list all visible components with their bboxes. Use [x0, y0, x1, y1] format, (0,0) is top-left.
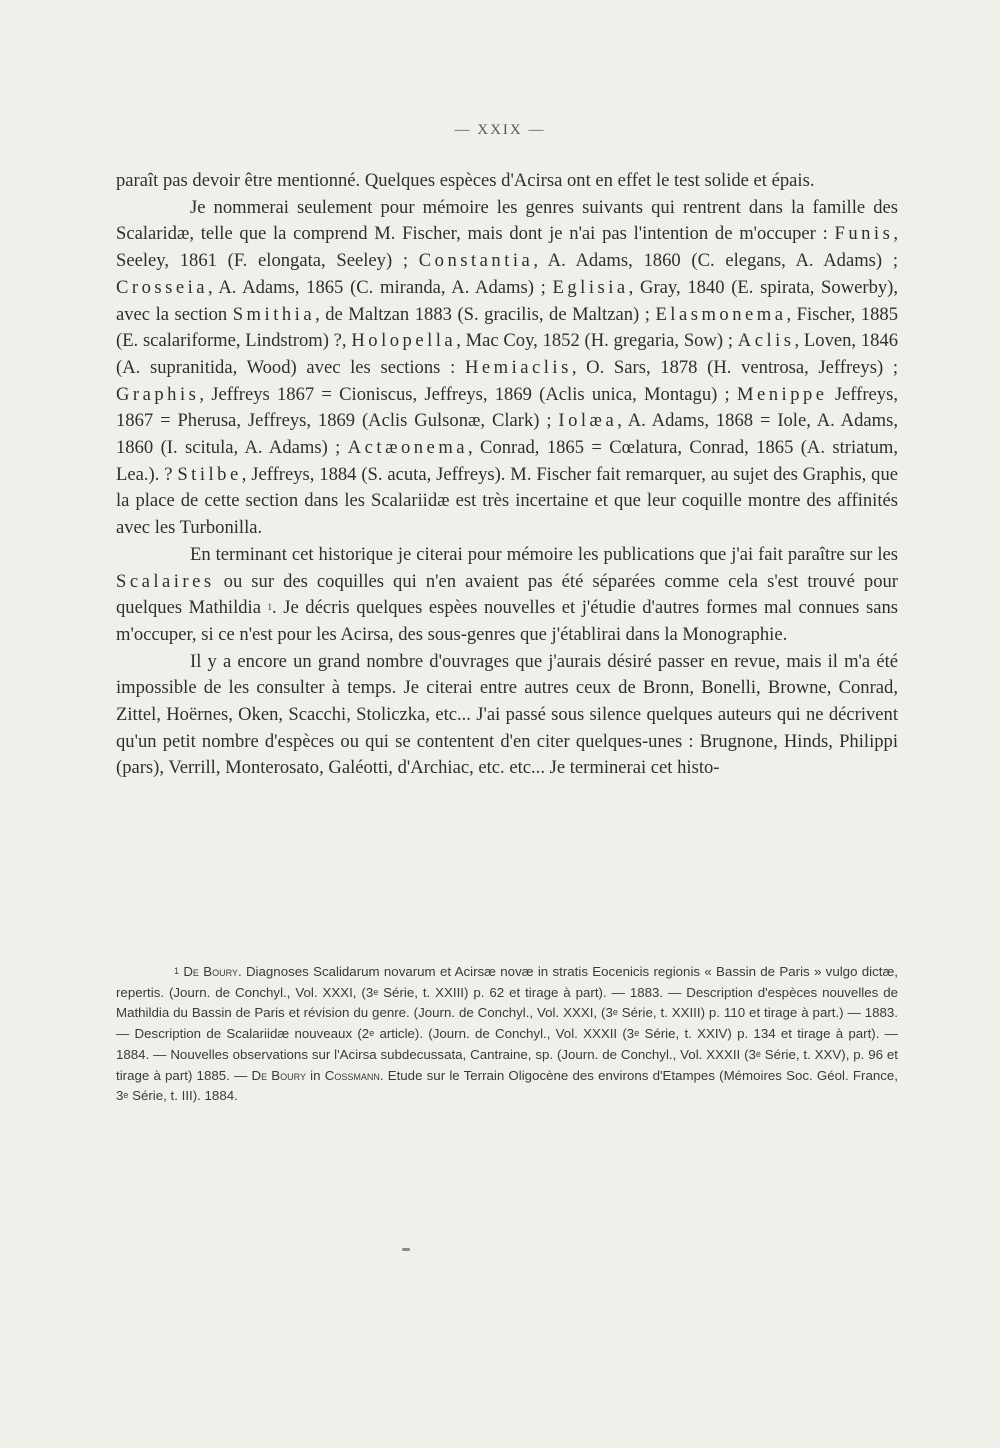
- genus-name: Crosseia: [116, 276, 209, 298]
- genus-description: , de Maltzan 1883 (S. gracilis, de Maltzan) ;: [315, 303, 650, 325]
- genus-name: Stilbe: [177, 463, 242, 485]
- genus-description: , Loven, 1846 (A. supranitida, Wood) avec les sections :: [116, 330, 899, 378]
- footnote-superscript: e: [612, 1007, 618, 1018]
- genus-description: , Conrad, 1865 = Cœlatura, Conrad, 1865 (A. striatum, Lea.). ?: [116, 437, 898, 485]
- footnote-superscript: e: [123, 1090, 129, 1101]
- genus-description: , Jeffreys 1867 = Cioniscus, Jeffreys, 1869 (Aclis unica, Montagu) ;: [199, 383, 730, 405]
- genus-name: Holopella: [351, 330, 457, 352]
- ink-speck: [402, 1248, 410, 1251]
- footnote-text: . Diagnoses Scalidarum novarum et Acirsæ novæ in stratis Eocenicis regionis « Bassin de Paris » vulgo dictæ, repertis. (Journ. de Conchyl., Vol. XXXI, (3: [116, 964, 898, 1000]
- genus-name: Eglisia: [552, 276, 629, 298]
- footnote-text: Série, t. XXV), p. 96 et tirage à part) 1885. —: [116, 1046, 898, 1083]
- genus-name: Constantia: [418, 250, 534, 272]
- footnote-text: . Etude sur le Terrain Oligocène des environs d'Etampes (Mémoires Soc. Géol. France, 3: [116, 1067, 898, 1104]
- genus-description: , Seeley, 1861 (F. elongata, Seeley) ;: [116, 223, 898, 272]
- paragraph-3-part-3: . Je décris quelques espèes nouvelles et j'étudie d'autres formes mal connues sans m'occuper, si ce n'est pour les Acirsa, des sous-genres que j'établirai dans la Monographie.: [116, 597, 898, 645]
- genus-name: Actæonema: [347, 437, 469, 459]
- paragraph-3-part-2: ou sur des coquilles qui n'en avaient pas été séparées comme cela s'est trouvé pour quelques Mathildia: [116, 570, 898, 619]
- paragraph-2-intro: Je nommerai seulement pour mémoire les genres suivants qui rentrent dans la famille des Scalaridæ, telle que la comprend M. Fischer, mais dont je n'ai pas l'intention de m'occuper :: [116, 196, 898, 245]
- genus-name: Smithia: [232, 303, 316, 325]
- footnote-superscript: e: [634, 1028, 640, 1039]
- paragraph-3-part-1: En terminant cet historique je citerai pour mémoire les publications que j'ai fait paraître sur les: [190, 543, 898, 565]
- genus-description: Jeffreys, 1867 = Pherusa, Jeffreys, 1869 (Aclis Gulsonæ, Clark) ;: [116, 383, 898, 432]
- paragraph-4: Il y a encore un grand nombre d'ouvrages que j'aurais désiré passer en revue, mais il m'a été impossible de les consulter à temps. Je citerai entre autres ceux de Bronn, Bonelli, Browne, Conrad, Zittel, Hoërnes, Oken, Scacchi, Stoliczka, etc... J'ai passé sous silence quelques auteurs qui ne décrivent qu'un petit nombre d'espèces ou qui se contentent d'en citer quelques-unes : Brugnone, Hinds, Philippi (pars), Verrill, Monterosato, Galéotti, d'Archiac, etc. etc... Je terminerai cet histo-: [116, 650, 898, 779]
- genus-name: Funis: [834, 223, 894, 245]
- paragraph-3: [116, 542, 898, 649]
- footnote-text: Série, t. XXIII) p. 62 et tirage à part). — 1883. — Description d'espèces nouvelles de Mathildia du Bassin de Paris et révision du genre. (Journ. de Conchyl., Vol. XXXI, (3: [116, 984, 898, 1021]
- page-number-header: — XXIX —: [454, 122, 546, 138]
- genus-name: Aclis: [737, 330, 795, 352]
- footnote-author: De Boury: [251, 1067, 306, 1083]
- footnote-text: Série, t. XXIII) p. 110 et tirage à part.) — 1883. — Description de Scalariidæ nouveaux (2: [116, 1005, 898, 1042]
- footnote-superscript: e: [373, 986, 379, 997]
- genus-description: , Gray, 1840 (E. spirata, Sowerby), avec la section: [116, 276, 898, 325]
- genus-description: , A. Adams, 1860 (C. elegans, A. Adams) ;: [533, 250, 898, 272]
- genus-name: Menippe: [736, 383, 828, 405]
- footnote-author: De Boury: [183, 964, 238, 979]
- footnote-superscript: e: [755, 1048, 761, 1059]
- main-text: [116, 168, 898, 782]
- footnote-superscript: e: [369, 1028, 375, 1039]
- genus-description: , A. Adams, 1865 (C. miranda, A. Adams) ;: [208, 276, 546, 298]
- genus-description: , Fischer, 1885 (E. scalariforme, Lindstrom) ?,: [116, 303, 898, 352]
- footnote-marker: 1: [174, 966, 180, 976]
- paragraph-2: [116, 195, 898, 542]
- genus-description: , Jeffreys, 1884 (S. acuta, Jeffreys). M. Fischer fait remarquer, au sujet des Graphis, que la place de cette section dans les Scalariidæ est très incertaine et que leur coquille montre des affinités avec les Turbonilla.: [116, 463, 898, 539]
- genus-name: Iolæa: [558, 410, 618, 432]
- genus-description: , O. Sars, 1878 (H. ventrosa, Jeffreys) ;: [571, 356, 898, 378]
- genus-name: Graphis: [116, 383, 200, 405]
- footnote-text: article). (Journ. de Conchyl., Vol. XXXII (3: [374, 1026, 635, 1042]
- genus-description: , Mac Coy, 1852 (H. gregaria, Sow) ;: [456, 330, 733, 352]
- genus-name: Elasmonema: [655, 303, 787, 325]
- footnote-author: Cossmann: [324, 1067, 380, 1083]
- footnote-text: Série, t. XXIV) p. 134 et tirage à part). — 1884. — Nouvelles observations sur l'Acirsa subdecussata, Cantraine, sp. (Journ. de Conchyl., Vol. XXXII (3: [116, 1026, 898, 1062]
- paragraph-1: paraît pas devoir être mentionné. Quelques espèces d'Acirsa ont en effet le test solide et épais.: [116, 170, 815, 191]
- genus-description: , A. Adams, 1868 = Iole, A. Adams, 1860 (I. scitula, A. Adams) ;: [116, 410, 898, 459]
- footnote-text: in: [306, 1067, 321, 1083]
- genus-name: Hemiaclis: [464, 356, 572, 378]
- footnote: [116, 962, 898, 1107]
- emphasized-word: Scalaires: [116, 570, 215, 592]
- footnote-text: Série, t. III). 1884.: [128, 1088, 238, 1104]
- footnote-reference: 1: [267, 602, 273, 613]
